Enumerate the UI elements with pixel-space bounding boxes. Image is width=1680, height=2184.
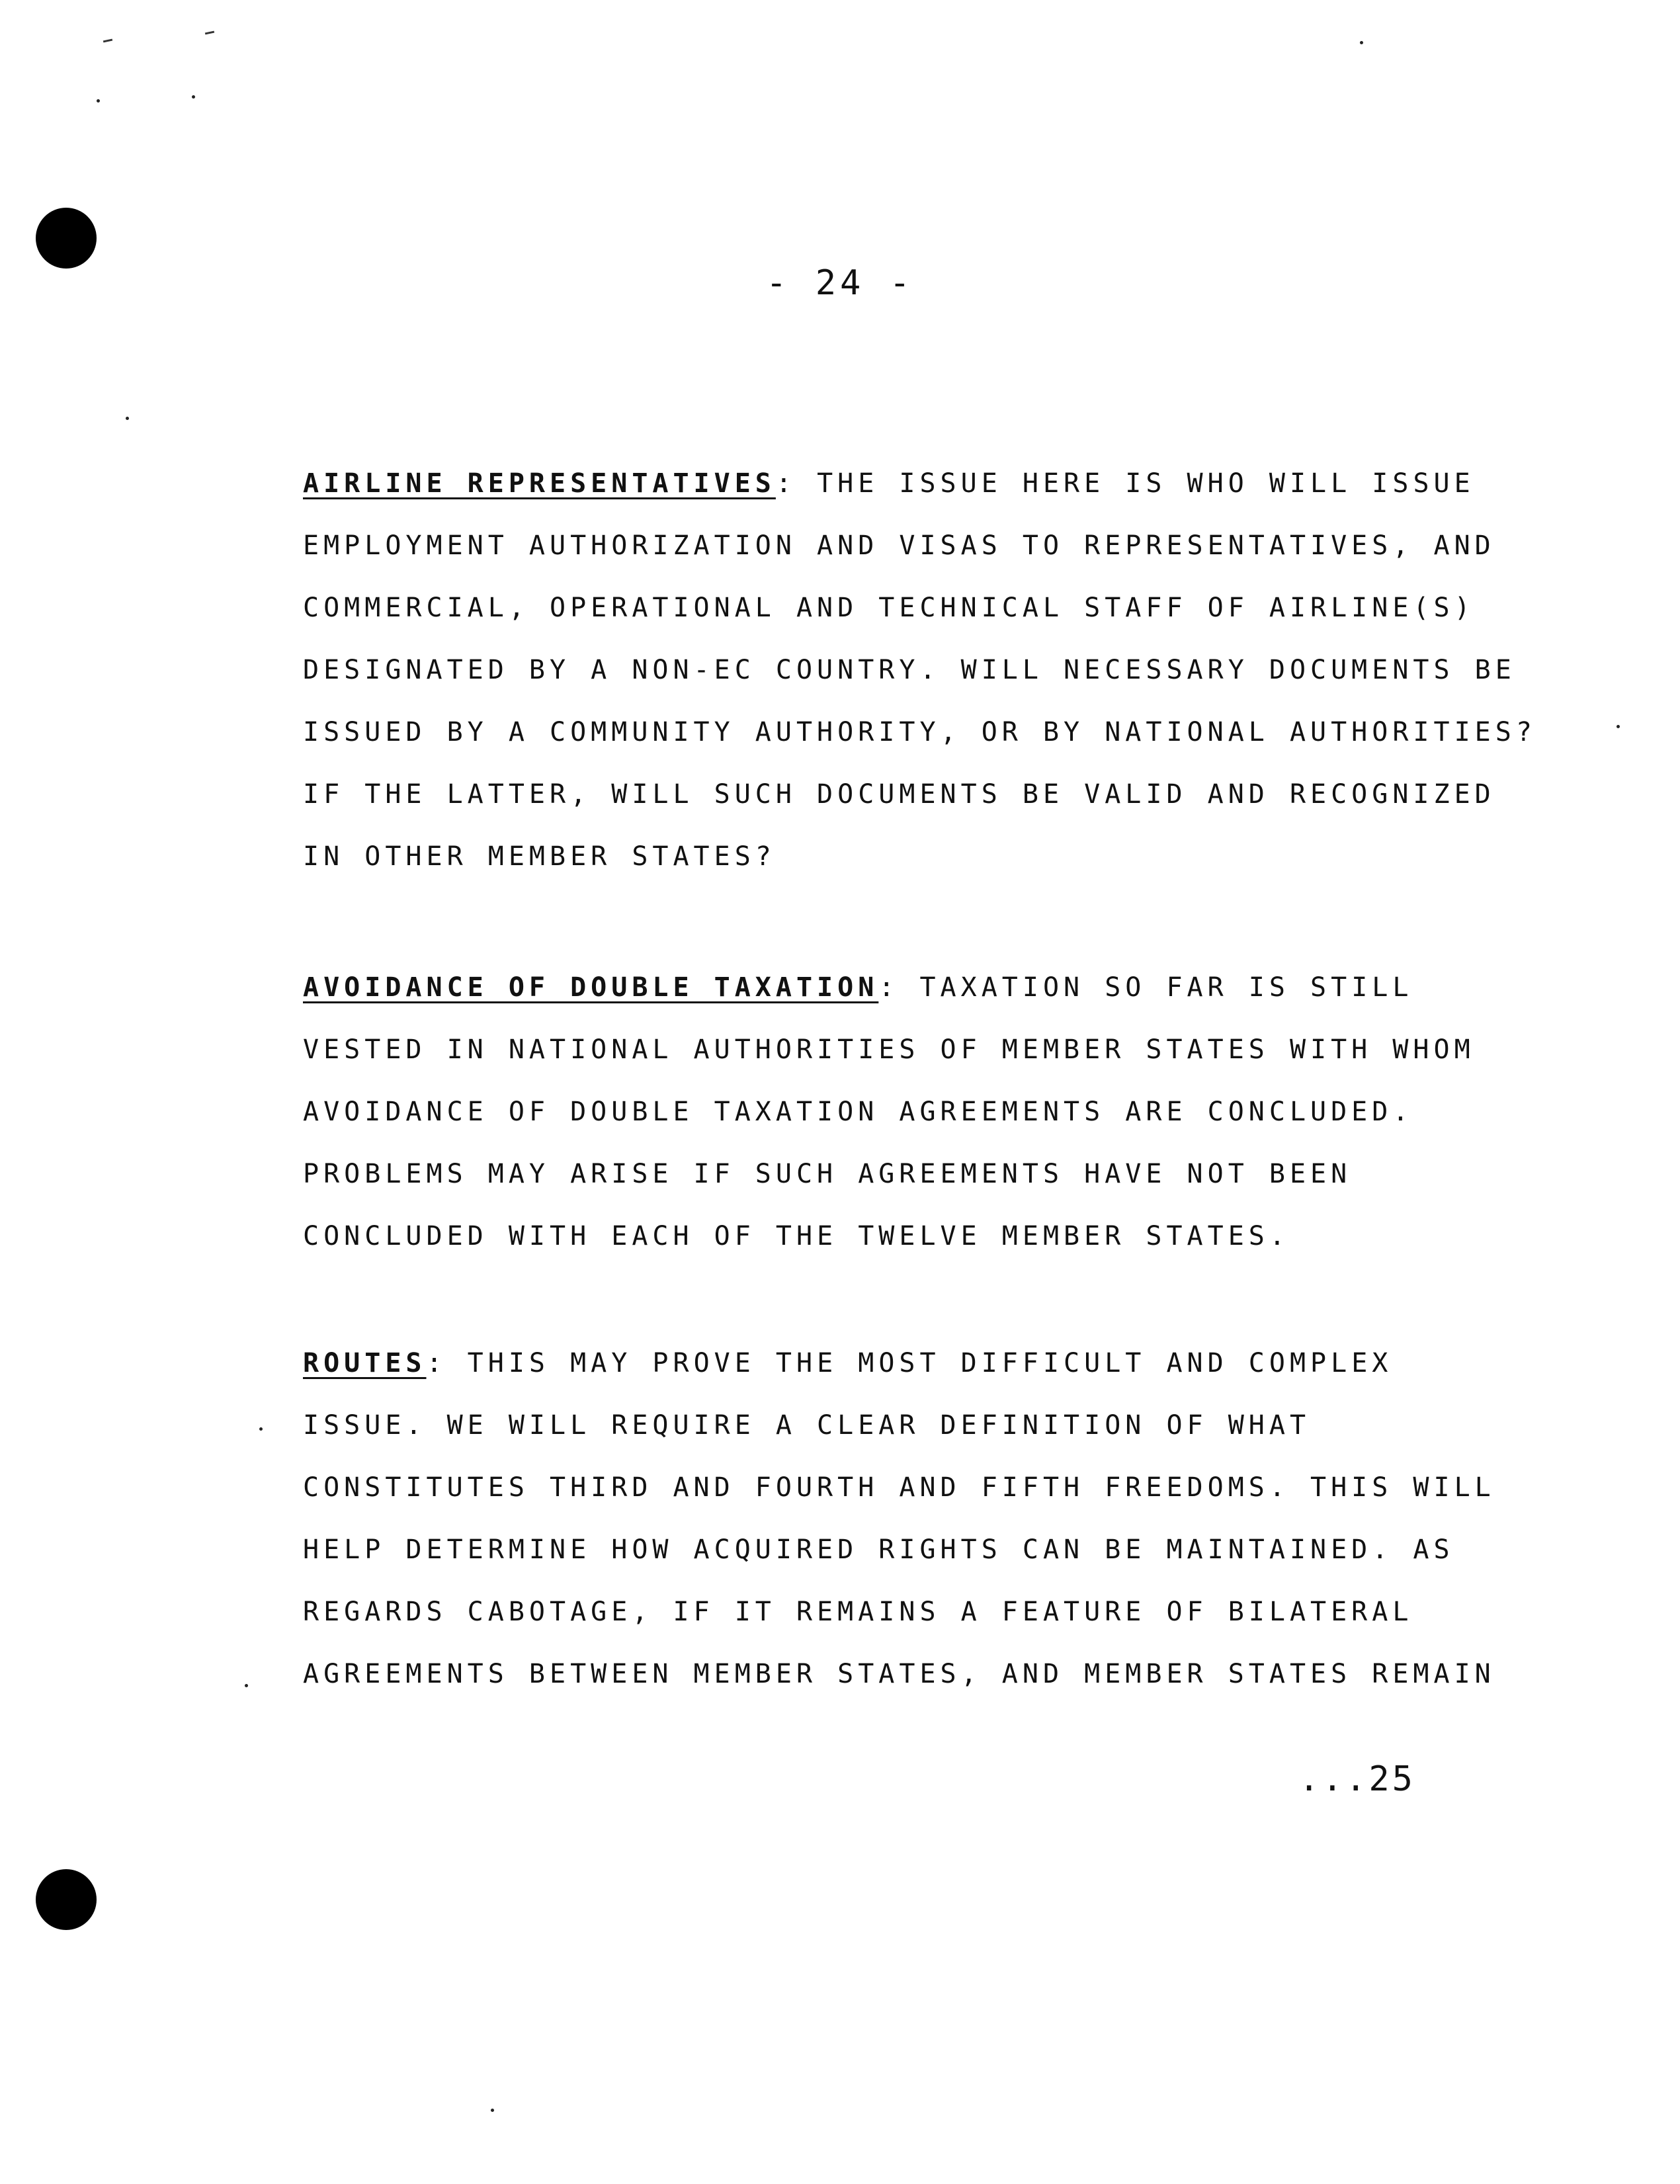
section-heading: AIRLINE REPRESENTATIVES <box>303 468 776 499</box>
text-line: THE ISSUE HERE IS WHO WILL ISSUE <box>817 468 1475 499</box>
paragraph-first-line <box>303 452 1475 515</box>
continuation-marker: ...25 <box>1298 1759 1415 1799</box>
scan-speck <box>245 1684 248 1687</box>
punch-hole-bottom <box>36 1869 97 1930</box>
scan-mark <box>205 31 214 35</box>
text-line: TAXATION SO FAR IS STILL <box>919 972 1413 1003</box>
text-line: EMPLOYMENT AUTHORIZATION AND VISAS TO REPRESENTATIVES, AND <box>303 530 1495 561</box>
scan-speck <box>192 95 195 99</box>
paragraph <box>303 956 1475 1267</box>
text-line: CONCLUDED WITH EACH OF THE TWELVE MEMBER STATES. <box>303 1221 1290 1251</box>
text-line: PROBLEMS MAY ARISE IF SUCH AGREEMENTS HAVE NOT BEEN <box>303 1159 1352 1189</box>
scan-speck <box>491 2109 494 2112</box>
section-heading: AVOIDANCE OF DOUBLE TAXATION <box>303 972 879 1003</box>
heading-separator: : <box>775 468 818 499</box>
text-line: REGARDS CABOTAGE, IF IT REMAINS A FEATURE OF BILATERAL <box>303 1597 1413 1627</box>
text-line: HELP DETERMINE HOW ACQUIRED RIGHTS CAN BE MAINTAINED. AS <box>303 1534 1454 1565</box>
paragraph-first-line <box>303 1332 1441 1394</box>
text-line: IN OTHER MEMBER STATES? <box>303 841 776 872</box>
heading-separator: : <box>426 1348 468 1378</box>
paragraph <box>303 1332 1495 1705</box>
section-double-taxation <box>303 956 1475 1267</box>
section-airline-representatives <box>303 452 1536 888</box>
text-line: VESTED IN NATIONAL AUTHORITIES OF MEMBER STATES WITH WHOM <box>303 1034 1475 1065</box>
scan-speck <box>97 99 100 103</box>
paragraph <box>303 452 1536 888</box>
text-line: ISSUED BY A COMMUNITY AUTHORITY, OR BY NATIONAL AUTHORITIES? <box>303 717 1536 747</box>
scan-speck <box>1617 725 1620 728</box>
text-line: ISSUE. WE WILL REQUIRE A CLEAR DEFINITION OF WHAT <box>303 1410 1311 1441</box>
text-line: COMMERCIAL, OPERATIONAL AND TECHNICAL STAFF OF AIRLINE(S) <box>303 593 1475 623</box>
scan-speck <box>126 417 129 420</box>
text-line: DESIGNATED BY A NON-EC COUNTRY. WILL NECESSARY DOCUMENTS BE <box>303 655 1516 685</box>
text-line: AVOIDANCE OF DOUBLE TAXATION AGREEMENTS ARE CONCLUDED. <box>303 1097 1413 1127</box>
text-line: AGREEMENTS BETWEEN MEMBER STATES, AND MEMBER STATES REMAIN <box>303 1659 1495 1689</box>
text-line: CONSTITUTES THIRD AND FOURTH AND FIFTH FREEDOMS. THIS WILL <box>303 1472 1495 1503</box>
text-line: IF THE LATTER, WILL SUCH DOCUMENTS BE VALID AND RECOGNIZED <box>303 779 1495 810</box>
punch-hole-top <box>36 208 97 269</box>
heading-separator: : <box>878 972 920 1003</box>
paragraph-first-line <box>303 956 1441 1019</box>
scan-speck <box>259 1427 263 1431</box>
text-line: THIS MAY PROVE THE MOST DIFFICULT AND COMPLEX <box>467 1348 1393 1378</box>
scan-mark <box>103 39 112 43</box>
section-heading: ROUTES <box>303 1348 427 1378</box>
page-number: - 24 - <box>766 263 914 303</box>
scan-speck <box>1360 41 1363 44</box>
section-routes <box>303 1332 1495 1705</box>
